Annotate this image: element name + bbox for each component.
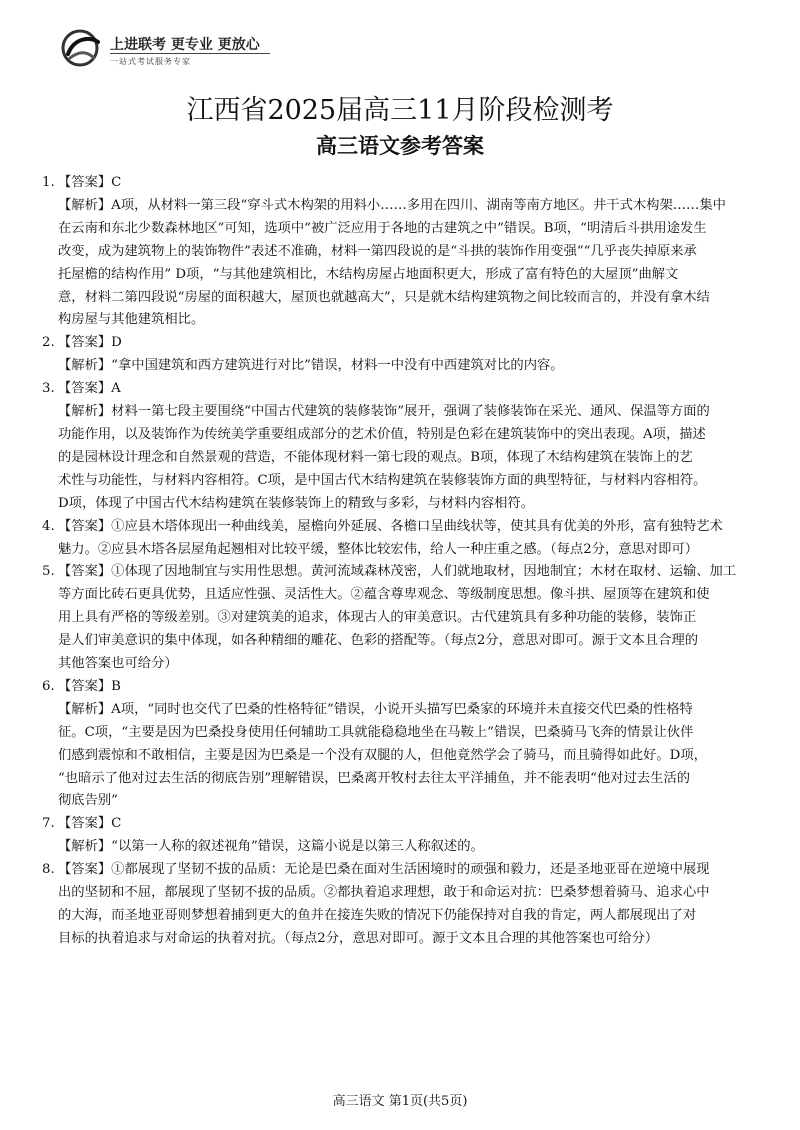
analysis-line xyxy=(42,928,760,951)
analysis-line xyxy=(42,699,760,722)
page-footer: 高三语文 第1页(共5页) xyxy=(332,1094,468,1109)
line-text: 托屋檐的结构作用” D项，“与其他建筑相比，木结构房屋占地面积更大，形成了富有特色的大屋顶”曲解文 xyxy=(58,266,679,282)
line-text: 改变，成为建筑物上的装饰物件”表述不准确，材料一第四段说的是“斗拱的装饰作用变强”“几乎丧失掉原来承 xyxy=(58,243,697,259)
question-number: 6. xyxy=(42,678,55,694)
analysis-line xyxy=(42,653,760,676)
line-text: 的是园林设计理念和自然景观的营造，不能体现材料一第七段的观点。B项，体现了木结构建筑在装饰上的艺 xyxy=(58,449,693,465)
answer-item xyxy=(42,813,760,859)
analysis-line xyxy=(42,882,760,905)
analysis-line xyxy=(42,493,760,516)
line-text: 【答案】D xyxy=(58,335,122,351)
answer-line xyxy=(42,859,760,882)
logo-subtext: 一站式考试服务专家 xyxy=(110,57,191,66)
line-text: 【答案】①体现了因地制宜与实用性思想。黄河流域森林茂密，人们就地取材，因地制宜；木材在取材、运输、加工 xyxy=(58,564,737,580)
analysis-line xyxy=(42,584,760,607)
line-text: 【答案】A xyxy=(58,381,121,397)
line-text: 在云南和东北少数森林地区”可知，选项中“被广泛应用于各地的古建筑之中”错误。B项，“明清后斗拱用途发生 xyxy=(58,220,707,236)
question-number: 4. xyxy=(42,518,55,534)
line-text: D项，体现了中国古代木结构建筑在装修装饰上的精致与多彩，与材料内容相符。 xyxy=(58,495,535,511)
answer-line xyxy=(42,561,760,584)
analysis-line xyxy=(42,768,760,791)
analysis-line xyxy=(42,309,760,332)
question-number: 8. xyxy=(42,862,55,878)
line-text: 的大海，而圣地亚哥则梦想着捕到更大的鱼并在接连失败的情况下仍能保持对自我的肯定，两人都展现出了对 xyxy=(58,908,697,923)
analysis-line xyxy=(42,630,760,653)
analysis-line xyxy=(42,195,760,218)
publisher-logo xyxy=(60,26,280,70)
answer-line xyxy=(42,172,760,195)
question-number: 7. xyxy=(42,816,55,832)
analysis-line xyxy=(42,905,760,928)
question-number: 5. xyxy=(42,564,55,580)
analysis-line xyxy=(42,836,760,859)
line-text: 等方面比砖石更具优势，且适应性强、灵活性大。②蕴含尊卑观念、等级制度思想。像斗拱、屋顶等在建筑和使 xyxy=(58,587,710,603)
document-subtitle: 高三语文参考答案 xyxy=(316,133,484,158)
question-number: 1. xyxy=(42,175,55,190)
logo-slogan: 上进联考 更专业 更放心 xyxy=(110,37,260,53)
answer-item xyxy=(42,172,760,332)
analysis-line xyxy=(42,722,760,745)
line-text: 彻底告别” xyxy=(58,793,118,809)
swirl-logo-icon xyxy=(60,28,104,68)
answer-line xyxy=(42,813,760,836)
answer-item xyxy=(42,378,760,515)
line-text: 术性与功能性，与材料内容相符。C项，是中国古代木结构建筑在装修装饰方面的典型特征，与材料内容相符。 xyxy=(58,472,707,488)
line-text: 构房屋与其他建筑相比。 xyxy=(58,312,205,328)
line-text: 【解析】A项，从材料一第三段“穿斗式木构架的用料小……多用在四川、湖南等南方地区。井干式木构架……集中 xyxy=(58,197,726,213)
answer-item xyxy=(42,859,760,951)
line-text: 【答案】C xyxy=(58,816,122,832)
line-text: 其他答案也可给分） xyxy=(58,656,178,672)
logo-divider xyxy=(110,53,270,54)
analysis-line xyxy=(42,470,760,493)
analysis-line xyxy=(42,447,760,470)
line-text: 【解析】A项，“同时也交代了巴桑的性格特征”错误，小说开头描写巴桑家的环境并未直接交代巴桑的性格特 xyxy=(58,701,693,717)
analysis-line xyxy=(42,745,760,768)
answer-item xyxy=(42,561,760,676)
line-text: 们感到震惊和不敢相信，主要是因为巴桑是一个没有双腿的人，但他竟然学会了骑马，而且骑得如此好。D项， xyxy=(58,747,707,763)
question-number: 3. xyxy=(42,381,55,397)
answer-item xyxy=(42,516,760,562)
line-text: 【解析】材料一第七段主要围绕“中国古代建筑的装修装饰”展开，强调了装修装饰在采光、通风、保温等方面的 xyxy=(58,404,710,420)
line-text: 意，材料二第四段说“房屋的面积越大，屋顶也就越高大”，只是就木结构建筑物之间比较而言的，并没有拿木结 xyxy=(58,289,710,305)
analysis-line xyxy=(42,424,760,447)
line-text: 【答案】C xyxy=(58,175,122,190)
answer-item xyxy=(42,676,760,813)
answer-line xyxy=(42,378,760,401)
analysis-line xyxy=(42,539,760,562)
answer-line xyxy=(42,676,760,699)
analysis-line xyxy=(42,355,760,378)
line-text: 功能作用，以及装饰作为传统美学重要组成部分的艺术价值，特别是色彩在建筑装饰中的突出表现。A项，描述 xyxy=(58,426,706,442)
answer-line xyxy=(42,332,760,355)
line-text: 目标的执着追求与对命运的执着对抗。（每点2分，意思对即可。源于文本且合理的其他答案也可给分） xyxy=(58,930,659,946)
line-text: 【答案】①应县木塔体现出一种曲线美，屋檐向外延展、各檐口呈曲线状等，使其具有优美的外形，富有独特艺术 xyxy=(58,518,723,534)
line-text: 用上具有严格的等级差别。③对建筑美的追求，体现古人的审美意识。古代建筑具有多种功能的装修，装饰正 xyxy=(58,610,697,626)
line-text: “也暗示了他对过去生活的彻底告别”理解错误，巴桑离开牧村去往太平洋捕鱼，并不能表明“他对过去生活的 xyxy=(58,770,691,786)
line-text: 【答案】B xyxy=(58,678,121,694)
line-text: 【解析】“拿中国建筑和西方建筑进行对比”错误，材料一中没有中西建筑对比的内容。 xyxy=(58,358,564,374)
line-text: 征。C项，“主要是因为巴桑投身使用任何辅助工具就能稳稳地坐在马鞍上”错误，巴桑骑马飞奔的情景让伙伴 xyxy=(58,724,694,740)
document-title: 江西省2025届高三11月阶段检测考 xyxy=(186,95,614,126)
line-text: 魅力。②应县木塔各层屋角起翘相对比较平缓，整体比较宏伟，给人一种庄重之感。（每点2分，意思对即可） xyxy=(58,541,699,557)
analysis-line xyxy=(42,607,760,630)
analysis-line xyxy=(42,790,760,813)
answer-item xyxy=(42,332,760,378)
analysis-line xyxy=(42,264,760,287)
line-text: 出的坚韧和不屈，都展现了坚韧不拔的品质。②都执着追求理想，敢于和命运对抗：巴桑梦想着骑马、追求心中 xyxy=(58,885,710,901)
line-text: 【解析】“以第一人称的叙述视角”错误，这篇小说是以第三人称叙述的。 xyxy=(58,839,484,855)
analysis-line xyxy=(42,401,760,424)
analysis-line xyxy=(42,287,760,310)
answer-list xyxy=(42,172,760,951)
line-text: 是人们审美意识的集中体现，如各种精细的雕花、色彩的搭配等。（每点2分，意思对即可。源于文本且合理的 xyxy=(58,633,699,649)
analysis-line xyxy=(42,241,760,264)
answer-line xyxy=(42,516,760,539)
question-number: 2. xyxy=(42,335,55,351)
line-text: 【答案】①都展现了坚韧不拔的品质：无论是巴桑在面对生活困境时的顽强和毅力，还是圣地亚哥在逆境中展现 xyxy=(58,862,710,878)
analysis-line xyxy=(42,218,760,241)
